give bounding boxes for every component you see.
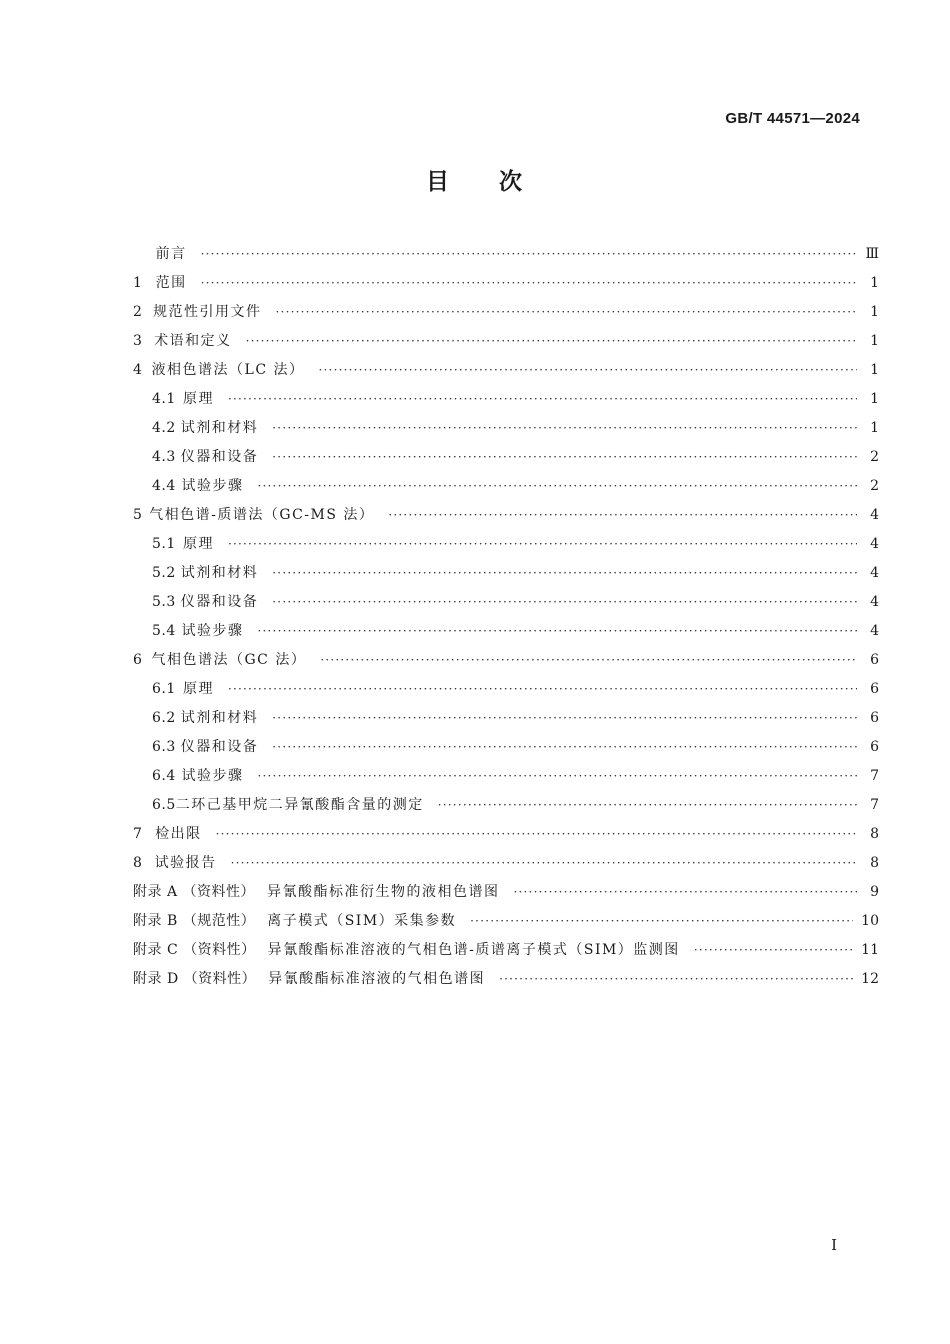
toc-entry-title: 试剂和材料 — [180, 710, 259, 726]
toc-dot-leader — [272, 704, 857, 733]
toc-dot-leader — [276, 298, 857, 327]
toc-entry-number: 8 — [133, 855, 143, 871]
toc-entry-page: 2 — [870, 478, 879, 494]
standard-number: GB/T 44571—2024 — [725, 110, 860, 127]
toc-dot-leader — [228, 675, 857, 704]
toc-entry-page: 4 — [870, 507, 879, 523]
toc-entry-page: 9 — [870, 884, 879, 900]
toc-entry-number: 6.4 — [152, 768, 176, 784]
toc-entry[interactable] — [133, 733, 879, 762]
toc-entry[interactable] — [133, 501, 879, 530]
toc-entry[interactable] — [133, 588, 879, 617]
toc-entry-number: 6.3 — [152, 739, 176, 755]
toc-entry-number: 7 — [133, 826, 143, 842]
table-of-contents — [133, 240, 879, 994]
toc-entry-page: 6 — [870, 681, 879, 697]
toc-entry-title: 仪器和设备 — [180, 594, 259, 610]
toc-entry-title: 试剂和材料 — [180, 565, 259, 581]
toc-entry-title: 仪器和设备 — [180, 449, 259, 465]
toc-entry-page: Ⅲ — [865, 246, 879, 262]
title-char-1: 目 — [426, 169, 451, 195]
toc-dot-leader — [319, 356, 857, 385]
toc-dot-leader — [246, 327, 857, 356]
toc-dot-leader — [438, 791, 857, 820]
toc-entry-page: 4 — [870, 594, 879, 610]
toc-entry-number: 4 — [133, 362, 143, 378]
toc-entry-page: 1 — [870, 275, 879, 291]
toc-entry[interactable] — [133, 762, 879, 791]
toc-entry-title: 异氰酸酯标准溶液的气相色谱图 — [268, 971, 486, 987]
toc-dot-leader — [272, 443, 857, 472]
title-char-2: 次 — [499, 169, 524, 195]
toc-entry-title: 规范性引用文件 — [153, 304, 262, 320]
toc-entry-number: 4.2 — [152, 420, 176, 436]
toc-entry[interactable] — [133, 704, 879, 733]
toc-dot-leader — [694, 936, 853, 965]
toc-dot-leader — [258, 762, 857, 791]
toc-entry[interactable] — [133, 443, 879, 472]
toc-entry-number: 5.3 — [152, 594, 176, 610]
toc-entry-page: 8 — [870, 826, 879, 842]
toc-entry-title: 液相色谱法（LC 法） — [151, 362, 305, 378]
toc-dot-leader — [272, 733, 857, 762]
toc-dot-leader — [231, 849, 857, 878]
toc-entry-number: 附录 A （资料性） — [133, 884, 256, 900]
toc-entry-title: 异氰酸酯标准衍生物的液相色谱图 — [267, 884, 500, 900]
toc-entry[interactable] — [133, 356, 879, 385]
toc-entry-page: 8 — [870, 855, 879, 871]
toc-entry-number: 附录 B （规范性） — [133, 913, 256, 929]
toc-entry-page: 1 — [870, 420, 879, 436]
toc-entry-title: 原理 — [182, 681, 214, 697]
toc-entry[interactable] — [133, 385, 879, 414]
toc-entry-title: 试验步骤 — [181, 768, 244, 784]
toc-dot-leader — [499, 965, 853, 994]
toc-entry-number: 6 — [133, 652, 143, 668]
toc-entry-number: 4.3 — [152, 449, 176, 465]
toc-dot-leader — [272, 414, 857, 443]
toc-entry-page: 4 — [870, 565, 879, 581]
toc-entry-title: 原理 — [182, 391, 214, 407]
toc-entry-page: 7 — [870, 797, 879, 813]
toc-dot-leader — [320, 646, 857, 675]
toc-entry-title: 试剂和材料 — [180, 420, 259, 436]
page-folio: Ⅰ — [831, 1236, 837, 1254]
toc-entry-page: 7 — [870, 768, 879, 784]
toc-dot-leader — [228, 385, 857, 414]
toc-entry-page: 1 — [870, 391, 879, 407]
toc-entry-title: 异氰酸酯标准溶液的气相色谱-质谱离子模式（SIM）监测图 — [267, 942, 680, 958]
toc-entry-title: 气相色谱法（GC 法） — [151, 652, 307, 668]
toc-entry-number: 6.1 — [152, 681, 176, 697]
toc-entry-title: 二环己基甲烷二异氰酸酯含量的测定 — [175, 797, 424, 813]
toc-entry[interactable] — [133, 240, 879, 269]
toc-entry-page: 2 — [870, 449, 879, 465]
toc-dot-leader — [470, 907, 853, 936]
toc-entry-page: 1 — [870, 304, 879, 320]
toc-entry-title: 前言 — [155, 246, 187, 262]
toc-entry-number: 5.4 — [152, 623, 176, 639]
toc-entry-title: 范围 — [155, 275, 187, 291]
toc-entry-page: 4 — [870, 623, 879, 639]
toc-entry-number: 6.5 — [152, 797, 176, 813]
toc-entry[interactable] — [133, 675, 879, 704]
toc-entry-number: 1 — [133, 275, 143, 291]
toc-entry-number: 5.2 — [152, 565, 176, 581]
toc-entry-page: 4 — [870, 536, 879, 552]
toc-entry[interactable] — [133, 907, 879, 936]
toc-entry[interactable] — [133, 878, 879, 907]
toc-dot-leader — [258, 472, 857, 501]
toc-entry-title: 仪器和设备 — [180, 739, 259, 755]
toc-entry-title: 离子模式（SIM）采集参数 — [267, 913, 457, 929]
toc-entry-title: 检出限 — [155, 826, 202, 842]
toc-dot-leader — [201, 240, 857, 269]
toc-entry-number: 2 — [133, 304, 143, 320]
toc-entry-number: 5 — [133, 507, 143, 523]
toc-entry-number: 4.1 — [152, 391, 176, 407]
toc-dot-leader — [388, 501, 857, 530]
toc-entry-page: 12 — [861, 971, 879, 987]
toc-entry-page: 6 — [870, 652, 879, 668]
toc-entry-number: 附录 C （资料性） — [133, 942, 256, 958]
toc-entry[interactable] — [133, 646, 879, 675]
toc-entry[interactable] — [133, 472, 879, 501]
toc-entry[interactable] — [133, 530, 879, 559]
toc-entry-page: 6 — [870, 739, 879, 755]
toc-entry-page: 1 — [870, 362, 879, 378]
toc-dot-leader — [272, 588, 857, 617]
toc-entry[interactable] — [133, 269, 879, 298]
toc-entry[interactable] — [133, 965, 879, 994]
page-title — [0, 163, 950, 196]
toc-entry-number: 6.2 — [152, 710, 176, 726]
toc-entry[interactable] — [133, 327, 879, 356]
toc-entry-title: 试验步骤 — [181, 478, 244, 494]
toc-entry[interactable] — [133, 820, 879, 849]
toc-entry-number: 4.4 — [152, 478, 176, 494]
toc-dot-leader — [514, 878, 857, 907]
toc-dot-leader — [201, 269, 857, 298]
toc-entry-title: 试验步骤 — [181, 623, 244, 639]
toc-entry[interactable] — [133, 617, 879, 646]
toc-entry[interactable] — [133, 849, 879, 878]
toc-entry-title: 术语和定义 — [154, 333, 232, 349]
toc-dot-leader — [272, 559, 857, 588]
toc-entry-number: 5.1 — [152, 536, 176, 552]
toc-entry-page: 6 — [870, 710, 879, 726]
toc-dot-leader — [228, 530, 857, 559]
toc-entry-title: 原理 — [182, 536, 214, 552]
toc-entry[interactable] — [133, 791, 879, 820]
toc-entry-title: 试验报告 — [154, 855, 217, 871]
toc-entry[interactable] — [133, 298, 879, 327]
toc-dot-leader — [216, 820, 857, 849]
toc-entry-page: 11 — [861, 942, 879, 958]
toc-dot-leader — [258, 617, 857, 646]
toc-entry-page: 10 — [861, 913, 879, 929]
toc-entry[interactable] — [133, 414, 879, 443]
toc-entry-title: 气相色谱-质谱法（GC-MS 法） — [149, 507, 375, 523]
toc-entry[interactable] — [133, 559, 879, 588]
toc-entry-page: 1 — [870, 333, 879, 349]
toc-entry-number: 附录 D （资料性） — [133, 971, 257, 987]
toc-entry-number: 3 — [133, 333, 143, 349]
toc-entry[interactable] — [133, 936, 879, 965]
